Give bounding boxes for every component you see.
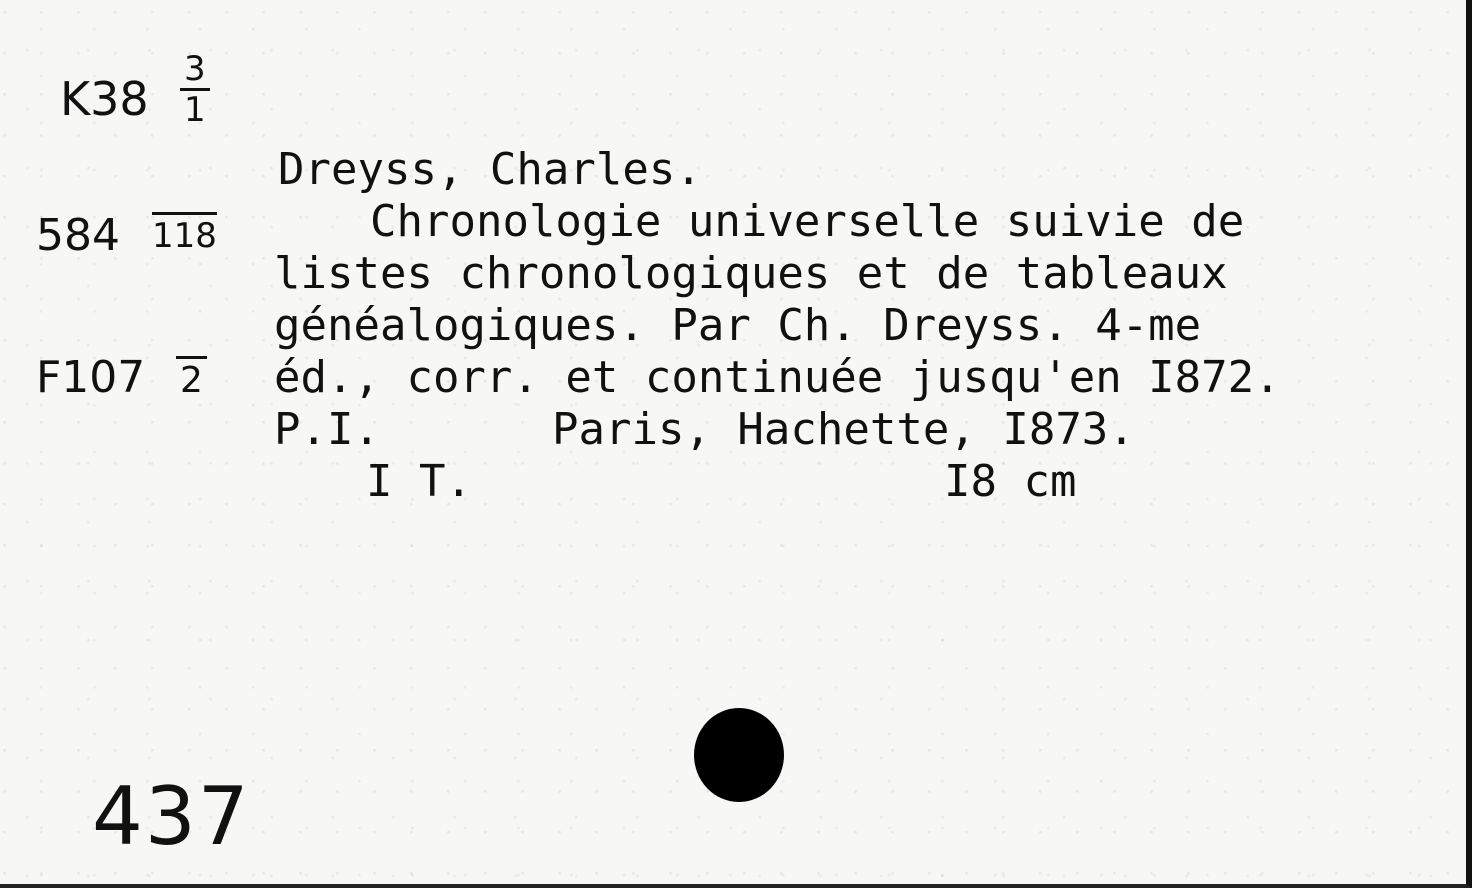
title-line-1: Chronologie universelle suivie de (370, 196, 1245, 247)
call-number-k38-denominator: 1 (184, 90, 206, 130)
title-line-3: généalogiques. Par Ch. Dreyss. 4-me (274, 300, 1202, 351)
author-heading: Dreyss, Charles. (278, 144, 702, 195)
call-number-584-suffix: 118 (152, 212, 217, 253)
call-number-584: 584 (36, 210, 120, 261)
call-number-f107-suffix: 2 (176, 356, 207, 399)
imprint-place-code: P.I. (274, 404, 380, 455)
title-line-2: listes chronologiques et de tableaux (274, 248, 1228, 299)
imprint: Paris, Hachette, I873. (552, 404, 1135, 455)
call-number-k38-fraction (180, 49, 210, 130)
title-line-4: éd., corr. et continuée jusqu'en I872. (274, 352, 1281, 403)
call-number-bottom: 437 (92, 770, 251, 863)
volume-count: I T. (366, 456, 472, 507)
card-punch-hole (694, 708, 784, 802)
call-number-k38: K38 (60, 72, 149, 126)
call-number-f107: F107 (36, 352, 146, 403)
dimensions: I8 cm (944, 456, 1077, 507)
call-number-k38-numerator: 3 (180, 52, 210, 91)
